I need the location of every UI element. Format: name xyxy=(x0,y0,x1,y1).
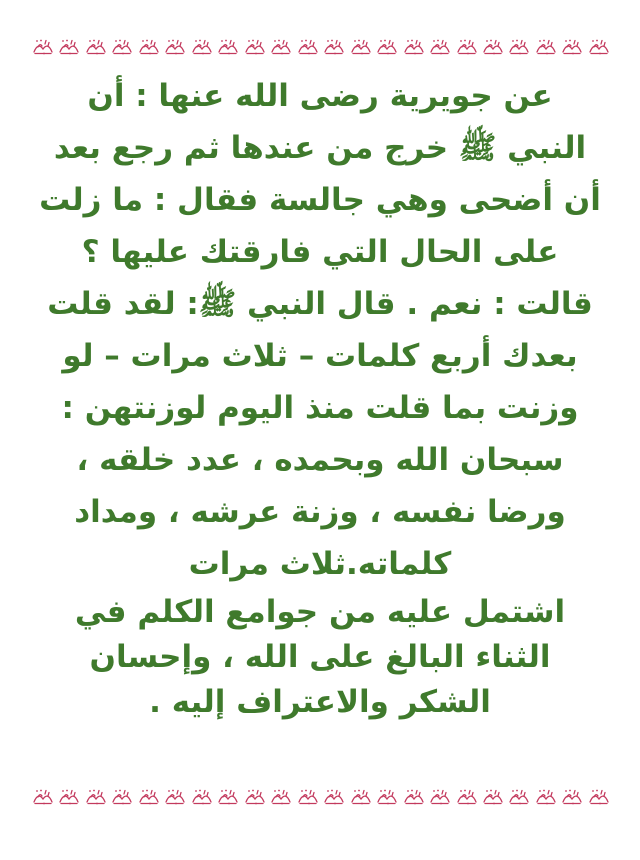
hadith-text xyxy=(24,70,616,725)
calligraphy-ornament-icon xyxy=(217,38,239,56)
commentary-line: الثناء البالغ على الله ، وإحسان xyxy=(89,639,551,675)
hadith-line: قالت : نعم . قال النبي ﷺ: لقد قلت xyxy=(47,286,593,322)
calligraphy-ornament-icon xyxy=(191,38,213,56)
top-ornament-border xyxy=(32,36,610,58)
calligraphy-ornament-icon xyxy=(456,788,478,806)
calligraphy-ornament-icon xyxy=(297,788,319,806)
calligraphy-ornament-icon xyxy=(561,788,583,806)
hadith-line: بعدك أربع كلمات – ثلاث مرات – لو xyxy=(62,338,578,374)
commentary-line: الشكر والاعتراف إليه . xyxy=(149,684,491,720)
calligraphy-ornament-icon xyxy=(508,38,530,56)
hadith-line: ورضا نفسه ، وزنة عرشه ، ومداد xyxy=(74,494,566,530)
calligraphy-ornament-icon xyxy=(191,788,213,806)
calligraphy-ornament-icon xyxy=(164,38,186,56)
calligraphy-ornament-icon xyxy=(429,788,451,806)
calligraphy-ornament-icon xyxy=(561,38,583,56)
hadith-line: كلماته.ثلاث مرات xyxy=(188,546,452,582)
calligraphy-ornament-icon xyxy=(429,38,451,56)
calligraphy-ornament-icon xyxy=(111,38,133,56)
bottom-ornament-border xyxy=(32,786,610,808)
calligraphy-ornament-icon xyxy=(376,788,398,806)
hadith-line: وزنت بما قلت منذ اليوم لوزنتهن : xyxy=(61,390,579,426)
calligraphy-ornament-icon xyxy=(323,788,345,806)
hadith-line: عن جويرية رضى الله عنها : أن xyxy=(87,78,553,114)
calligraphy-ornament-icon xyxy=(244,38,266,56)
calligraphy-ornament-icon xyxy=(376,38,398,56)
hadith-line: على الحال التي فارقتك عليها ؟ xyxy=(81,234,559,270)
calligraphy-ornament-icon xyxy=(85,788,107,806)
calligraphy-ornament-icon xyxy=(138,38,160,56)
calligraphy-ornament-icon xyxy=(350,38,372,56)
calligraphy-ornament-icon xyxy=(111,788,133,806)
calligraphy-ornament-icon xyxy=(350,788,372,806)
hadith-line: أن أضحى وهي جالسة فقال : ما زلت xyxy=(39,182,601,218)
calligraphy-ornament-icon xyxy=(535,788,557,806)
calligraphy-ornament-icon xyxy=(58,38,80,56)
calligraphy-ornament-icon xyxy=(508,788,530,806)
commentary-line: اشتمل عليه من جوامع الكلم في xyxy=(74,594,566,630)
calligraphy-ornament-icon xyxy=(270,788,292,806)
calligraphy-ornament-icon xyxy=(297,38,319,56)
calligraphy-ornament-icon xyxy=(403,38,425,56)
calligraphy-ornament-icon xyxy=(32,38,54,56)
hadith-line: سبحان الله وبحمده ، عدد خلقه ، xyxy=(76,442,564,478)
calligraphy-ornament-icon xyxy=(244,788,266,806)
calligraphy-ornament-icon xyxy=(32,788,54,806)
calligraphy-ornament-icon xyxy=(85,38,107,56)
calligraphy-ornament-icon xyxy=(270,38,292,56)
calligraphy-ornament-icon xyxy=(217,788,239,806)
calligraphy-ornament-icon xyxy=(164,788,186,806)
calligraphy-ornament-icon xyxy=(138,788,160,806)
calligraphy-ornament-icon xyxy=(403,788,425,806)
hadith-line: النبي ﷺ خرج من عندها ثم رجع بعد xyxy=(53,130,587,166)
calligraphy-ornament-icon xyxy=(482,788,504,806)
calligraphy-ornament-icon xyxy=(323,38,345,56)
calligraphy-ornament-icon xyxy=(456,38,478,56)
calligraphy-ornament-icon xyxy=(588,38,610,56)
calligraphy-ornament-icon xyxy=(58,788,80,806)
calligraphy-ornament-icon xyxy=(535,38,557,56)
calligraphy-ornament-icon xyxy=(482,38,504,56)
calligraphy-ornament-icon xyxy=(588,788,610,806)
